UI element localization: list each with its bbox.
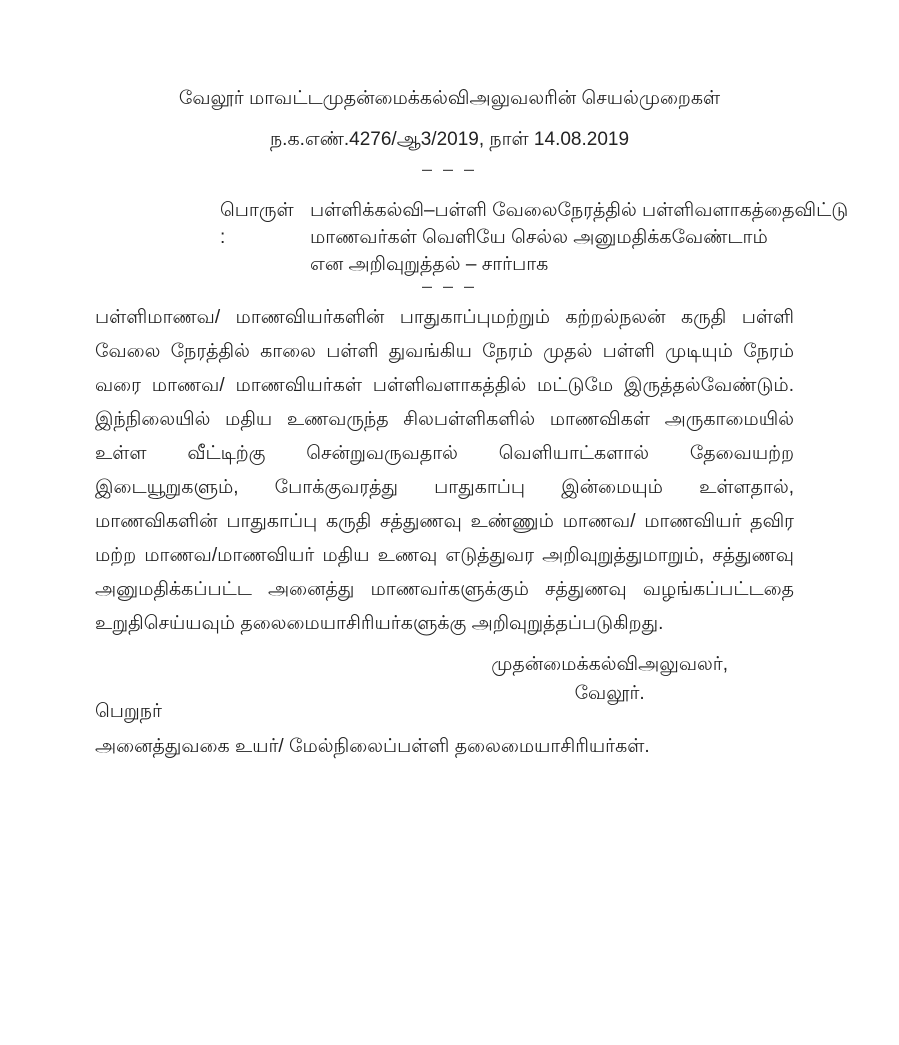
subject-label: பொருள் [220, 200, 294, 221]
subject-text [310, 197, 848, 278]
subject-colon: : [220, 227, 226, 248]
recipient-line: அனைத்துவகை உயர்/ மேல்நிலைப்பள்ளி தலைமையாசிரியர்கள். [95, 736, 650, 757]
body-paragraph: பள்ளிமாணவ/ மாணவியர்களின் பாதுகாப்புமற்றும் கற்றல்நலன் கருதி பள்ளி வேலை நேரத்தில் காலை பள்ளி துவங்கிய நேரம் முதல் பள்ளி முடியும் நேரம் வரை மாணவ/ மாணவியர்கள் பள்ளிவளாகத்தில் மட்டுமே இருத்தல்வேண்டும். இந்நிலையில் மதிய உணவருந்த சிலபள்ளிகளில் மாணவிகள் அருகாமையில் உள்ள வீட்டிற்கு சென்றுவருவதால் வெளியாட்களால் தேவையற்ற இடையூறுகளும், போக்குவரத்து பாதுகாப்பு இன்மையும் உள்ளதால், மாணவிகளின் பாதுகாப்பு கருதி சத்துணவு உண்ணும் மாணவ/ மாணவியர் தவிர மற்ற மாணவ/மாணவியர் மதிய உணவு எடுத்துவர அறிவுறுத்துமாறும், சத்துணவு அனுமதிக்கப்பட்ட அனைத்து மாணவர்களுக்கும் சத்துணவு வழங்கப்பட்டதை உறுதிசெய்யவும் தலைமையாசிரியர்களுக்கு அறிவுறுத்தப்படுகிறது. [95, 307, 794, 634]
recipient-label: பெறுநர் [95, 701, 162, 722]
signatory-place: வேலூர். [574, 683, 645, 704]
subject-line: என அறிவுறுத்தல் – சார்பாக [310, 254, 549, 275]
separator-dashes-subject: – – – [421, 276, 478, 296]
document-title: வேலூர் மாவட்டமுதன்மைக்கல்விஅலுவலரின் செயல்முறைகள் [178, 88, 721, 109]
subject-block [220, 197, 848, 278]
subject-line: பள்ளிக்கல்வி–பள்ளி வேலைநேரத்தில் பள்ளிவளாகத்தைவிட்டு [310, 200, 849, 221]
reference-number-line: ந.க.எண்.4276/ஆ3/2019, நாள் 14.08.2019 [269, 129, 630, 150]
subject-label-column [220, 197, 310, 278]
subject-line: மாணவர்கள் வெளியே செல்ல அனுமதிக்கவேண்டாம் [310, 227, 768, 248]
signatory-designation: முதன்மைக்கல்விஅலுவலர், [491, 654, 728, 675]
separator-dashes-top: – – – [421, 159, 478, 179]
signature-block [491, 650, 728, 708]
